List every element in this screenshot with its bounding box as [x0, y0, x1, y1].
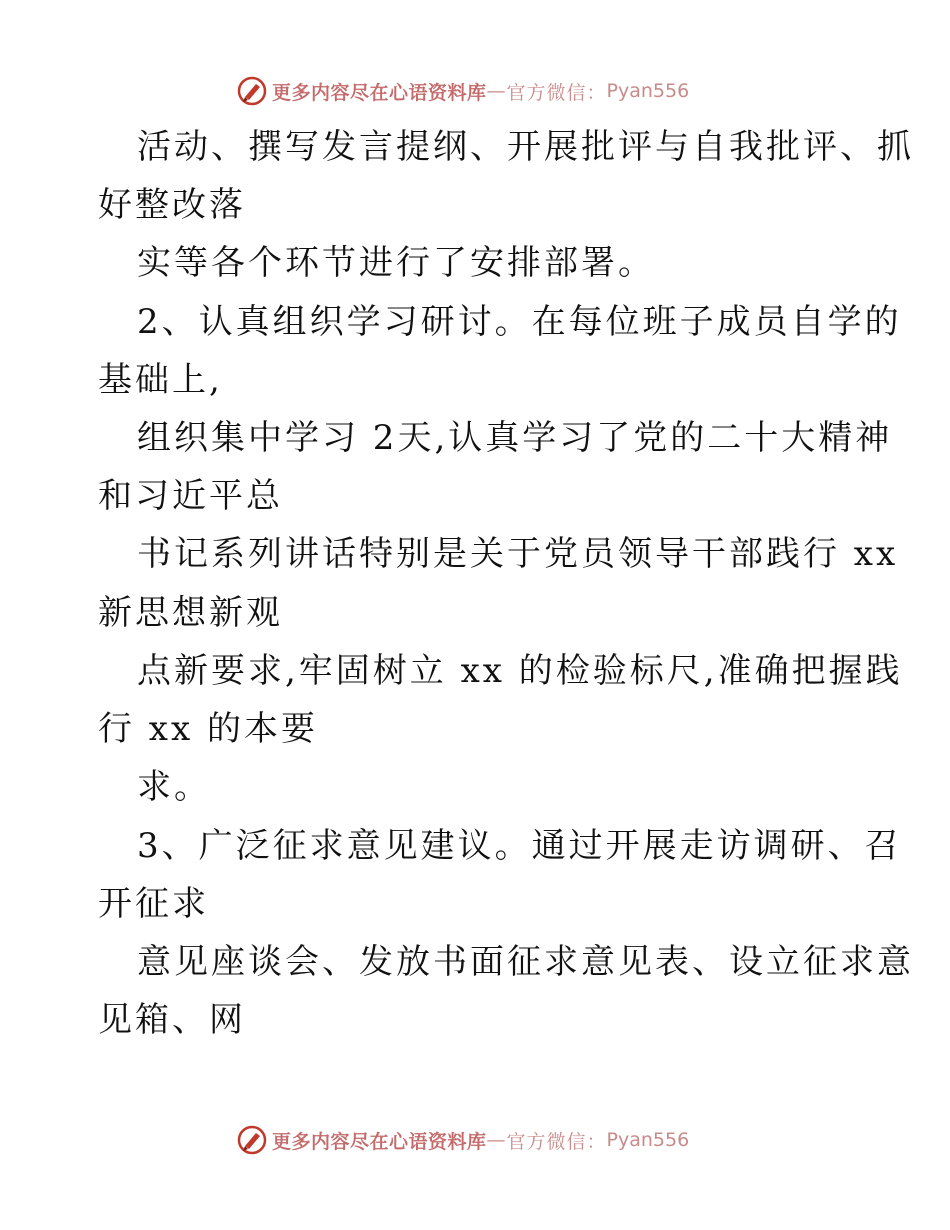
- text-line: 实等各个环节进行了安排部署。: [137, 243, 655, 283]
- pen-logo-icon: [236, 1124, 268, 1156]
- text-line: 和习近平总: [98, 476, 283, 516]
- text-line: 好整改落: [98, 185, 246, 225]
- text-line: 见箱、网: [98, 1000, 246, 1040]
- text-line: 活动、撰写发言提纲、开展批评与自我批评、抓: [137, 127, 914, 167]
- watermark-contact-id: Pyan556: [606, 80, 690, 102]
- text-line: 2、认真组织学习研讨。在每位班子成员自学的: [137, 302, 902, 342]
- watermark-dash: —: [486, 80, 507, 102]
- watermark-contact-label: 官方微信：: [506, 81, 607, 104]
- text-line: 3、广泛征求意见建议。通过开展走访调研、召: [137, 826, 902, 866]
- watermark-contact-label: 官方微信：: [506, 1130, 607, 1153]
- watermark-brand-text: 更多内容尽在心语资料库: [272, 81, 487, 104]
- watermark-contact-id: Pyan556: [606, 1129, 690, 1151]
- pen-logo-icon: [236, 75, 268, 107]
- text-line: 新思想新观: [98, 593, 283, 633]
- text-line: 意见座谈会、发放书面征求意见表、设立征求意: [137, 942, 914, 982]
- header-watermark: [236, 74, 689, 108]
- text-line: 点新要求,牢固树立 xx 的检验标尺,准确把握践: [137, 651, 903, 691]
- text-line: 求。: [137, 767, 211, 807]
- footer-watermark: [236, 1123, 689, 1157]
- text-line: 行 xx 的本要: [98, 709, 318, 749]
- watermark-dash: —: [486, 1129, 507, 1151]
- text-line: 书记系列讲话特别是关于党员领导干部践行 xx: [137, 534, 899, 574]
- text-line: 组织集中学习 2天,认真学习了党的二十大精神: [137, 418, 893, 458]
- text-line: 开征求: [98, 884, 209, 924]
- text-line: 基础上,: [98, 360, 223, 400]
- watermark-brand-text: 更多内容尽在心语资料库: [272, 1130, 487, 1153]
